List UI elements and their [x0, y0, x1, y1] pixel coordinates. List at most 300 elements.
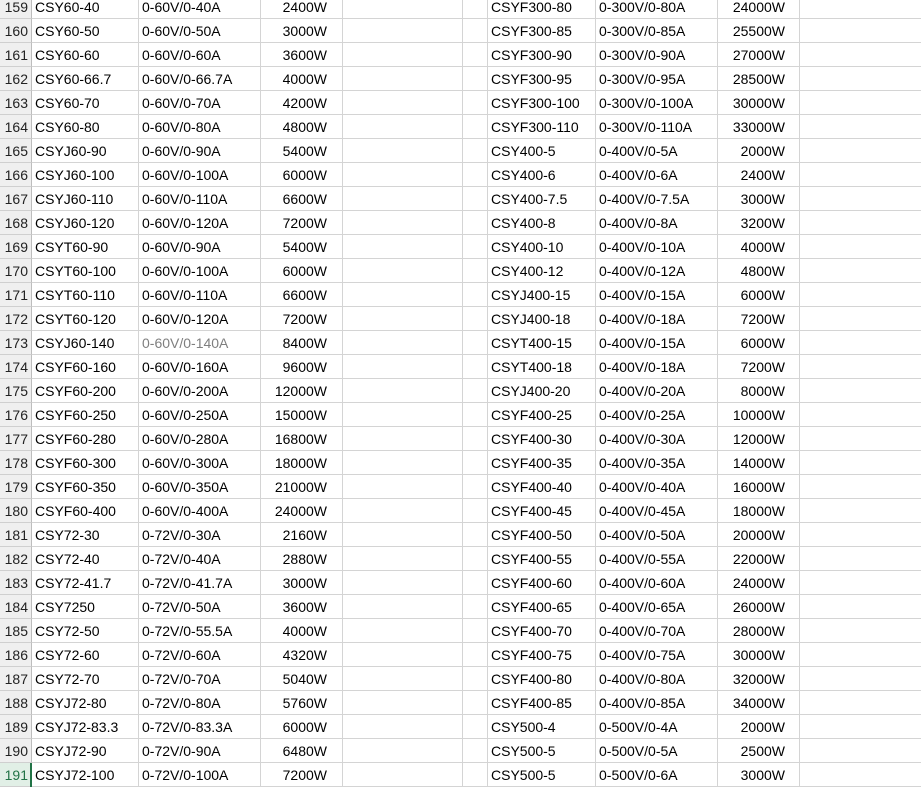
cell-power-left[interactable]: 6600W	[261, 187, 343, 211]
row-header[interactable]: 189	[0, 715, 32, 739]
cell-empty[interactable]	[800, 451, 921, 475]
cell-power-right[interactable]: 25500W	[718, 19, 800, 43]
cell-empty[interactable]	[343, 691, 463, 715]
cell-model-right[interactable]: CSYT400-18	[488, 355, 596, 379]
cell-model-right[interactable]: CSY400-12	[488, 259, 596, 283]
cell-model-right[interactable]: CSY400-8	[488, 211, 596, 235]
cell-empty[interactable]	[800, 379, 921, 403]
cell-empty[interactable]	[463, 91, 488, 115]
cell-empty[interactable]	[800, 547, 921, 571]
cell-empty[interactable]	[343, 571, 463, 595]
row-header[interactable]: 168	[0, 211, 32, 235]
cell-range-right[interactable]: 0-400V/0-60A	[596, 571, 718, 595]
cell-empty[interactable]	[800, 331, 921, 355]
cell-power-right[interactable]: 22000W	[718, 547, 800, 571]
cell-model-left[interactable]: CSYJ60-100	[32, 163, 139, 187]
cell-empty[interactable]	[800, 739, 921, 763]
cell-empty[interactable]	[343, 307, 463, 331]
cell-power-left[interactable]: 7200W	[261, 307, 343, 331]
cell-model-left[interactable]: CSYJ72-90	[32, 739, 139, 763]
cell-model-right[interactable]: CSYF400-40	[488, 475, 596, 499]
cell-power-left[interactable]: 3000W	[261, 571, 343, 595]
cell-empty[interactable]	[343, 0, 463, 19]
cell-empty[interactable]	[463, 763, 488, 787]
cell-empty[interactable]	[800, 619, 921, 643]
row-header[interactable]: 184	[0, 595, 32, 619]
cell-range-left[interactable]: 0-60V/0-120A	[139, 307, 261, 331]
cell-range-right[interactable]: 0-400V/0-30A	[596, 427, 718, 451]
cell-range-left[interactable]: 0-72V/0-90A	[139, 739, 261, 763]
cell-range-left[interactable]: 0-60V/0-90A	[139, 235, 261, 259]
cell-range-left[interactable]: 0-60V/0-250A	[139, 403, 261, 427]
cell-empty[interactable]	[463, 547, 488, 571]
cell-power-right[interactable]: 34000W	[718, 691, 800, 715]
cell-range-left[interactable]: 0-60V/0-120A	[139, 211, 261, 235]
cell-empty[interactable]	[463, 19, 488, 43]
cell-empty[interactable]	[463, 571, 488, 595]
cell-empty[interactable]	[800, 523, 921, 547]
cell-empty[interactable]	[343, 739, 463, 763]
row-header[interactable]: 170	[0, 259, 32, 283]
cell-empty[interactable]	[800, 235, 921, 259]
cell-empty[interactable]	[800, 91, 921, 115]
cell-empty[interactable]	[343, 355, 463, 379]
cell-power-left[interactable]: 18000W	[261, 451, 343, 475]
cell-model-left[interactable]: CSY72-50	[32, 619, 139, 643]
cell-empty[interactable]	[343, 259, 463, 283]
cell-empty[interactable]	[800, 283, 921, 307]
cell-empty[interactable]	[343, 379, 463, 403]
cell-empty[interactable]	[343, 475, 463, 499]
cell-empty[interactable]	[463, 475, 488, 499]
cell-range-right[interactable]: 0-300V/0-100A	[596, 91, 718, 115]
row-header[interactable]: 176	[0, 403, 32, 427]
cell-range-left[interactable]: 0-72V/0-30A	[139, 523, 261, 547]
cell-power-left[interactable]: 4800W	[261, 115, 343, 139]
row-header[interactable]: 169	[0, 235, 32, 259]
cell-model-left[interactable]: CSY60-50	[32, 19, 139, 43]
cell-power-left[interactable]: 5400W	[261, 235, 343, 259]
cell-empty[interactable]	[343, 451, 463, 475]
cell-range-left[interactable]: 0-60V/0-280A	[139, 427, 261, 451]
cell-power-right[interactable]: 16000W	[718, 475, 800, 499]
cell-power-left[interactable]: 3600W	[261, 595, 343, 619]
row-header[interactable]: 178	[0, 451, 32, 475]
cell-model-right[interactable]: CSYF400-60	[488, 571, 596, 595]
cell-model-right[interactable]: CSYF400-80	[488, 667, 596, 691]
cell-power-right[interactable]: 10000W	[718, 403, 800, 427]
cell-empty[interactable]	[800, 211, 921, 235]
cell-model-left[interactable]: CSY72-60	[32, 643, 139, 667]
cell-model-right[interactable]: CSYF400-55	[488, 547, 596, 571]
cell-model-left[interactable]: CSY60-70	[32, 91, 139, 115]
cell-empty[interactable]	[463, 235, 488, 259]
cell-range-left[interactable]: 0-60V/0-66.7A	[139, 67, 261, 91]
cell-power-left[interactable]: 6000W	[261, 715, 343, 739]
cell-power-left[interactable]: 16800W	[261, 427, 343, 451]
cell-empty[interactable]	[463, 331, 488, 355]
cell-model-left[interactable]: CSY60-60	[32, 43, 139, 67]
cell-range-right[interactable]: 0-400V/0-35A	[596, 451, 718, 475]
cell-range-left[interactable]: 0-60V/0-50A	[139, 19, 261, 43]
cell-power-left[interactable]: 8400W	[261, 331, 343, 355]
cell-model-left[interactable]: CSYJ60-120	[32, 211, 139, 235]
cell-model-right[interactable]: CSYF400-75	[488, 643, 596, 667]
cell-empty[interactable]	[343, 115, 463, 139]
cell-empty[interactable]	[343, 547, 463, 571]
row-header[interactable]: 187	[0, 667, 32, 691]
row-header[interactable]: 171	[0, 283, 32, 307]
cell-model-left[interactable]: CSYF60-250	[32, 403, 139, 427]
cell-power-right[interactable]: 33000W	[718, 115, 800, 139]
cell-model-left[interactable]: CSYT60-100	[32, 259, 139, 283]
cell-model-left[interactable]: CSYF60-200	[32, 379, 139, 403]
cell-model-left[interactable]: CSYJ72-100	[32, 763, 139, 787]
cell-range-right[interactable]: 0-500V/0-4A	[596, 715, 718, 739]
cell-empty[interactable]	[463, 283, 488, 307]
cell-empty[interactable]	[463, 0, 488, 19]
cell-range-left[interactable]: 0-72V/0-55.5A	[139, 619, 261, 643]
cell-empty[interactable]	[343, 427, 463, 451]
cell-empty[interactable]	[800, 0, 921, 19]
row-header[interactable]: 173	[0, 331, 32, 355]
cell-model-left[interactable]: CSYT60-90	[32, 235, 139, 259]
cell-range-right[interactable]: 0-400V/0-15A	[596, 331, 718, 355]
cell-range-left[interactable]: 0-72V/0-70A	[139, 667, 261, 691]
cell-range-right[interactable]: 0-500V/0-6A	[596, 763, 718, 787]
cell-power-left[interactable]: 4000W	[261, 67, 343, 91]
cell-empty[interactable]	[343, 163, 463, 187]
cell-empty[interactable]	[343, 91, 463, 115]
cell-empty[interactable]	[800, 691, 921, 715]
cell-empty[interactable]	[343, 499, 463, 523]
cell-empty[interactable]	[463, 499, 488, 523]
cell-model-right[interactable]: CSY400-7.5	[488, 187, 596, 211]
cell-power-right[interactable]: 2000W	[718, 139, 800, 163]
cell-empty[interactable]	[800, 19, 921, 43]
row-header[interactable]: 177	[0, 427, 32, 451]
cell-range-left[interactable]: 0-60V/0-60A	[139, 43, 261, 67]
cell-model-right[interactable]: CSYJ400-15	[488, 283, 596, 307]
cell-model-left[interactable]: CSYT60-110	[32, 283, 139, 307]
cell-model-right[interactable]: CSYF400-45	[488, 499, 596, 523]
cell-range-left[interactable]: 0-60V/0-40A	[139, 0, 261, 19]
cell-power-left[interactable]: 5040W	[261, 667, 343, 691]
row-header[interactable]: 166	[0, 163, 32, 187]
cell-range-left[interactable]: 0-60V/0-100A	[139, 259, 261, 283]
cell-empty[interactable]	[463, 451, 488, 475]
row-header[interactable]: 188	[0, 691, 32, 715]
cell-power-right[interactable]: 8000W	[718, 379, 800, 403]
cell-power-right[interactable]: 12000W	[718, 427, 800, 451]
cell-power-right[interactable]: 4000W	[718, 235, 800, 259]
cell-model-right[interactable]: CSYF400-65	[488, 595, 596, 619]
cell-range-right[interactable]: 0-400V/0-45A	[596, 499, 718, 523]
cell-empty[interactable]	[800, 499, 921, 523]
cell-power-left[interactable]: 3600W	[261, 43, 343, 67]
cell-range-left[interactable]: 0-60V/0-100A	[139, 163, 261, 187]
cell-empty[interactable]	[463, 163, 488, 187]
cell-empty[interactable]	[343, 523, 463, 547]
cell-range-left[interactable]: 0-60V/0-110A	[139, 187, 261, 211]
row-header[interactable]: 165	[0, 139, 32, 163]
cell-range-right[interactable]: 0-400V/0-5A	[596, 139, 718, 163]
cell-model-left[interactable]: CSY72-30	[32, 523, 139, 547]
cell-range-right[interactable]: 0-400V/0-50A	[596, 523, 718, 547]
cell-range-right[interactable]: 0-400V/0-15A	[596, 283, 718, 307]
cell-range-right[interactable]: 0-400V/0-40A	[596, 475, 718, 499]
cell-power-left[interactable]: 4320W	[261, 643, 343, 667]
row-header[interactable]: 175	[0, 379, 32, 403]
cell-model-left[interactable]: CSYT60-120	[32, 307, 139, 331]
cell-power-left[interactable]: 3000W	[261, 19, 343, 43]
cell-model-right[interactable]: CSYF300-80	[488, 0, 596, 19]
row-header[interactable]: 191	[0, 763, 32, 787]
cell-power-right[interactable]: 7200W	[718, 307, 800, 331]
cell-model-right[interactable]: CSYF300-95	[488, 67, 596, 91]
cell-range-left[interactable]: 0-60V/0-80A	[139, 115, 261, 139]
cell-empty[interactable]	[800, 475, 921, 499]
cell-power-right[interactable]: 24000W	[718, 571, 800, 595]
cell-empty[interactable]	[463, 43, 488, 67]
cell-range-right[interactable]: 0-500V/0-5A	[596, 739, 718, 763]
cell-power-left[interactable]: 2400W	[261, 0, 343, 19]
cell-model-right[interactable]: CSY500-4	[488, 715, 596, 739]
cell-range-left[interactable]: 0-60V/0-110A	[139, 283, 261, 307]
cell-empty[interactable]	[463, 667, 488, 691]
row-header[interactable]: 183	[0, 571, 32, 595]
cell-power-right[interactable]: 30000W	[718, 91, 800, 115]
cell-range-right[interactable]: 0-300V/0-95A	[596, 67, 718, 91]
row-header[interactable]: 181	[0, 523, 32, 547]
cell-empty[interactable]	[800, 595, 921, 619]
cell-model-right[interactable]: CSYF300-90	[488, 43, 596, 67]
cell-range-left[interactable]: 0-60V/0-300A	[139, 451, 261, 475]
cell-empty[interactable]	[463, 139, 488, 163]
cell-power-left[interactable]: 2160W	[261, 523, 343, 547]
cell-model-left[interactable]: CSY60-80	[32, 115, 139, 139]
cell-power-left[interactable]: 5400W	[261, 139, 343, 163]
cell-range-left[interactable]: 0-60V/0-400A	[139, 499, 261, 523]
cell-range-right[interactable]: 0-400V/0-85A	[596, 691, 718, 715]
cell-range-right[interactable]: 0-400V/0-20A	[596, 379, 718, 403]
row-header[interactable]: 179	[0, 475, 32, 499]
cell-empty[interactable]	[463, 691, 488, 715]
cell-range-left[interactable]: 0-72V/0-40A	[139, 547, 261, 571]
cell-range-left[interactable]: 0-72V/0-60A	[139, 643, 261, 667]
cell-range-right[interactable]: 0-400V/0-8A	[596, 211, 718, 235]
cell-empty[interactable]	[800, 187, 921, 211]
cell-empty[interactable]	[343, 283, 463, 307]
cell-model-right[interactable]: CSYF300-85	[488, 19, 596, 43]
row-header[interactable]: 182	[0, 547, 32, 571]
row-header[interactable]: 174	[0, 355, 32, 379]
cell-empty[interactable]	[800, 67, 921, 91]
cell-range-right[interactable]: 0-300V/0-80A	[596, 0, 718, 19]
cell-range-left[interactable]: 0-60V/0-90A	[139, 139, 261, 163]
row-header[interactable]: 172	[0, 307, 32, 331]
cell-power-left[interactable]: 12000W	[261, 379, 343, 403]
cell-range-right[interactable]: 0-400V/0-12A	[596, 259, 718, 283]
cell-power-right[interactable]: 3200W	[718, 211, 800, 235]
cell-empty[interactable]	[463, 595, 488, 619]
cell-empty[interactable]	[463, 739, 488, 763]
cell-power-left[interactable]: 7200W	[261, 763, 343, 787]
cell-range-left[interactable]: 0-60V/0-160A	[139, 355, 261, 379]
cell-power-right[interactable]: 27000W	[718, 43, 800, 67]
cell-power-left[interactable]: 6600W	[261, 283, 343, 307]
cell-range-right[interactable]: 0-300V/0-85A	[596, 19, 718, 43]
cell-model-left[interactable]: CSY60-40	[32, 0, 139, 19]
cell-model-left[interactable]: CSYJ60-90	[32, 139, 139, 163]
cell-empty[interactable]	[463, 307, 488, 331]
cell-empty[interactable]	[343, 763, 463, 787]
cell-model-left[interactable]: CSYF60-400	[32, 499, 139, 523]
cell-empty[interactable]	[343, 139, 463, 163]
cell-range-right[interactable]: 0-400V/0-7.5A	[596, 187, 718, 211]
cell-power-right[interactable]: 4800W	[718, 259, 800, 283]
cell-power-right[interactable]: 18000W	[718, 499, 800, 523]
cell-model-right[interactable]: CSYF400-85	[488, 691, 596, 715]
cell-model-right[interactable]: CSYF400-35	[488, 451, 596, 475]
cell-model-right[interactable]: CSYF400-30	[488, 427, 596, 451]
cell-empty[interactable]	[463, 211, 488, 235]
cell-power-left[interactable]: 7200W	[261, 211, 343, 235]
cell-empty[interactable]	[343, 235, 463, 259]
cell-empty[interactable]	[800, 139, 921, 163]
cell-power-left[interactable]: 15000W	[261, 403, 343, 427]
cell-model-left[interactable]: CSYJ72-80	[32, 691, 139, 715]
cell-power-right[interactable]: 14000W	[718, 451, 800, 475]
cell-power-right[interactable]: 28000W	[718, 619, 800, 643]
cell-model-left[interactable]: CSY72-70	[32, 667, 139, 691]
cell-power-right[interactable]: 24000W	[718, 0, 800, 19]
cell-empty[interactable]	[463, 115, 488, 139]
cell-empty[interactable]	[343, 643, 463, 667]
cell-empty[interactable]	[800, 259, 921, 283]
cell-empty[interactable]	[343, 67, 463, 91]
cell-power-left[interactable]: 6000W	[261, 259, 343, 283]
cell-empty[interactable]	[800, 571, 921, 595]
cell-empty[interactable]	[343, 403, 463, 427]
cell-empty[interactable]	[800, 355, 921, 379]
cell-empty[interactable]	[800, 643, 921, 667]
cell-empty[interactable]	[463, 643, 488, 667]
cell-range-right[interactable]: 0-400V/0-75A	[596, 643, 718, 667]
cell-power-left[interactable]: 2880W	[261, 547, 343, 571]
cell-power-right[interactable]: 3000W	[718, 763, 800, 787]
cell-model-left[interactable]: CSYF60-300	[32, 451, 139, 475]
cell-power-left[interactable]: 6000W	[261, 163, 343, 187]
row-header[interactable]: 163	[0, 91, 32, 115]
cell-range-right[interactable]: 0-400V/0-10A	[596, 235, 718, 259]
cell-model-left[interactable]: CSYJ60-140	[32, 331, 139, 355]
cell-model-right[interactable]: CSYF400-70	[488, 619, 596, 643]
cell-power-left[interactable]: 24000W	[261, 499, 343, 523]
cell-model-left[interactable]: CSY72-41.7	[32, 571, 139, 595]
cell-power-right[interactable]: 30000W	[718, 643, 800, 667]
cell-empty[interactable]	[343, 19, 463, 43]
cell-empty[interactable]	[463, 715, 488, 739]
cell-model-left[interactable]: CSY60-66.7	[32, 67, 139, 91]
cell-model-right[interactable]: CSY500-5	[488, 739, 596, 763]
cell-model-left[interactable]: CSYF60-160	[32, 355, 139, 379]
cell-power-right[interactable]: 2400W	[718, 163, 800, 187]
cell-range-right[interactable]: 0-400V/0-65A	[596, 595, 718, 619]
row-header[interactable]: 159	[0, 0, 32, 19]
cell-empty[interactable]	[463, 403, 488, 427]
cell-model-right[interactable]: CSYT400-15	[488, 331, 596, 355]
cell-empty[interactable]	[463, 355, 488, 379]
cell-model-left[interactable]: CSY72-40	[32, 547, 139, 571]
cell-power-left[interactable]: 6480W	[261, 739, 343, 763]
cell-empty[interactable]	[463, 427, 488, 451]
cell-power-right[interactable]: 2500W	[718, 739, 800, 763]
cell-range-right[interactable]: 0-400V/0-6A	[596, 163, 718, 187]
cell-power-left[interactable]: 5760W	[261, 691, 343, 715]
cell-empty[interactable]	[463, 523, 488, 547]
row-header[interactable]: 161	[0, 43, 32, 67]
cell-power-right[interactable]: 6000W	[718, 331, 800, 355]
cell-power-right[interactable]: 6000W	[718, 283, 800, 307]
cell-range-right[interactable]: 0-400V/0-18A	[596, 307, 718, 331]
cell-range-right[interactable]: 0-400V/0-80A	[596, 667, 718, 691]
cell-range-right[interactable]: 0-400V/0-18A	[596, 355, 718, 379]
cell-empty[interactable]	[343, 211, 463, 235]
cell-model-right[interactable]: CSYF300-100	[488, 91, 596, 115]
row-header[interactable]: 190	[0, 739, 32, 763]
cell-range-right[interactable]: 0-400V/0-25A	[596, 403, 718, 427]
cell-range-right[interactable]: 0-300V/0-110A	[596, 115, 718, 139]
cell-range-left[interactable]: 0-72V/0-41.7A	[139, 571, 261, 595]
cell-empty[interactable]	[343, 715, 463, 739]
cell-model-right[interactable]: CSYJ400-20	[488, 379, 596, 403]
cell-power-right[interactable]: 20000W	[718, 523, 800, 547]
cell-model-right[interactable]: CSYF400-25	[488, 403, 596, 427]
cell-model-left[interactable]: CSYF60-280	[32, 427, 139, 451]
cell-empty[interactable]	[800, 403, 921, 427]
cell-range-left[interactable]: 0-72V/0-80A	[139, 691, 261, 715]
cell-empty[interactable]	[343, 595, 463, 619]
cell-empty[interactable]	[343, 43, 463, 67]
cell-range-right[interactable]: 0-400V/0-70A	[596, 619, 718, 643]
cell-range-right[interactable]: 0-300V/0-90A	[596, 43, 718, 67]
cell-empty[interactable]	[343, 619, 463, 643]
cell-empty[interactable]	[800, 715, 921, 739]
cell-empty[interactable]	[343, 667, 463, 691]
cell-empty[interactable]	[800, 307, 921, 331]
cell-range-left[interactable]: 0-72V/0-50A	[139, 595, 261, 619]
cell-power-right[interactable]: 2000W	[718, 715, 800, 739]
cell-empty[interactable]	[800, 667, 921, 691]
cell-empty[interactable]	[463, 259, 488, 283]
cell-empty[interactable]	[800, 115, 921, 139]
cell-model-left[interactable]: CSYJ60-110	[32, 187, 139, 211]
row-header[interactable]: 164	[0, 115, 32, 139]
row-header[interactable]: 167	[0, 187, 32, 211]
cell-model-right[interactable]: CSYJ400-18	[488, 307, 596, 331]
cell-model-right[interactable]: CSY400-6	[488, 163, 596, 187]
row-header[interactable]: 180	[0, 499, 32, 523]
cell-model-right[interactable]: CSYF300-110	[488, 115, 596, 139]
cell-empty[interactable]	[800, 427, 921, 451]
cell-empty[interactable]	[463, 379, 488, 403]
row-header[interactable]: 185	[0, 619, 32, 643]
cell-empty[interactable]	[343, 187, 463, 211]
cell-power-left[interactable]: 9600W	[261, 355, 343, 379]
cell-empty[interactable]	[463, 187, 488, 211]
cell-power-left[interactable]: 4000W	[261, 619, 343, 643]
